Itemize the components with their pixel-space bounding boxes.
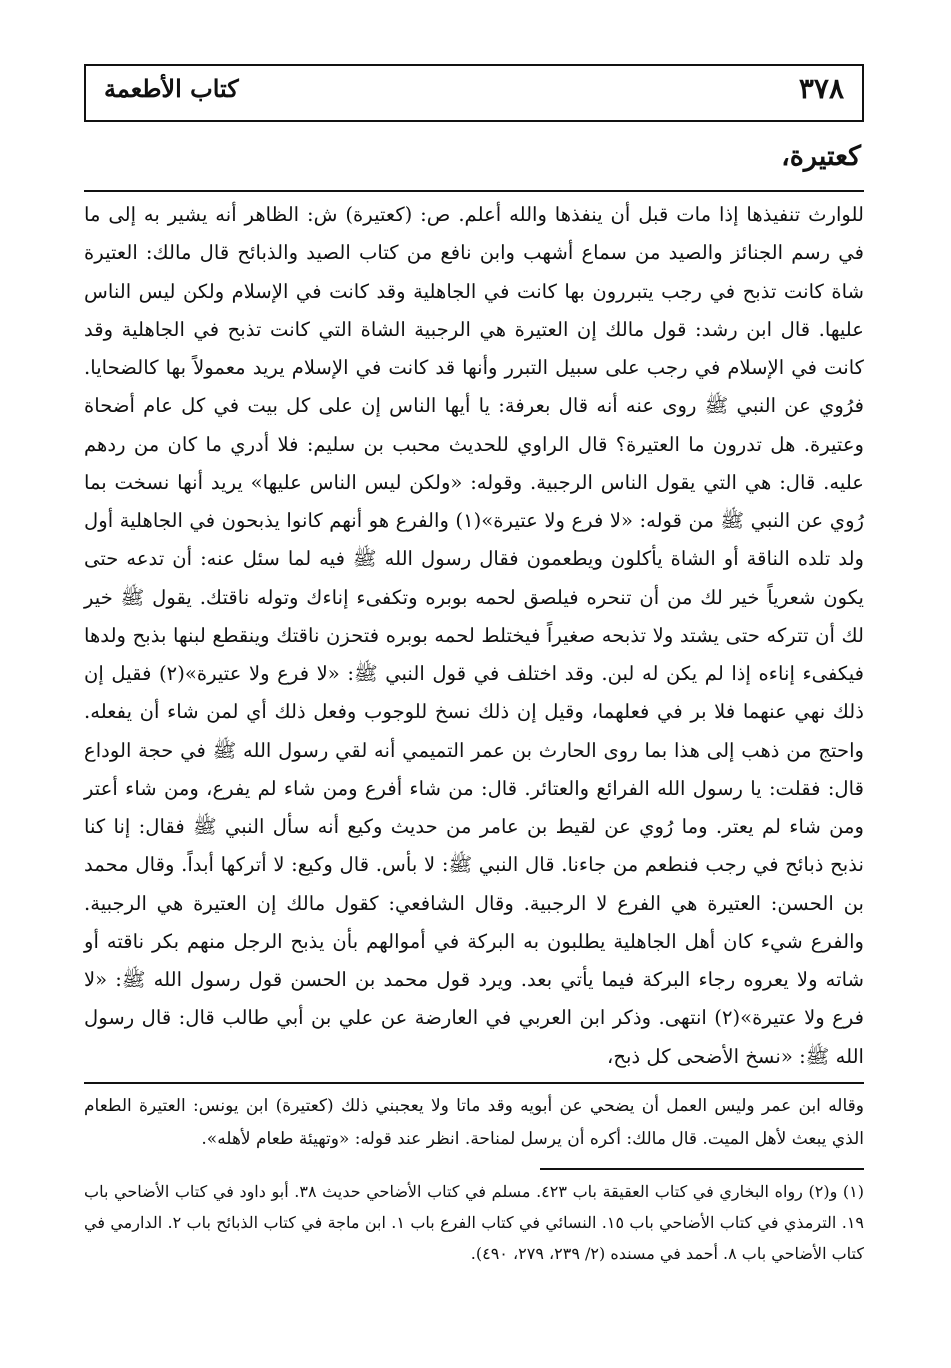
page-number: ٣٧٨ (798, 72, 844, 105)
annotation-divider (84, 1082, 864, 1084)
matn-divider (84, 190, 864, 192)
book-title: كتاب الأطعمة (104, 74, 239, 103)
annotation-text (84, 1090, 864, 1156)
footnote-paragraph: (١) و(٢) رواه البخاري في كتاب العقيقة باب ٤٢٣. مسلم في كتاب الأضاحي حديث ٣٨. أبو داود في كتاب الأضاحي باب ١٩. الترمذي في كتاب الأضاحي باب ١٥. النسائي في كتاب الفرع باب ١. ابن ماجة في كتاب الذبائح باب ٢. الدارمي في كتاب الأضاحي باب ٨. أحمد في مسنده (٢/ ٢٣٩، ٢٧٩، ٤٩٠). (84, 1182, 865, 1263)
page-header (84, 64, 864, 122)
commentary-text (84, 196, 864, 1076)
commentary-paragraph: للوارث تنفيذها إذا مات قبل أن ينفذها والله أعلم. ص: (كعتيرة) ش: الظاهر أنه يشير به إلى ما في رسم الجنائز والصيد من سماع أشهب وابن نافع من كتاب الصيد والذبائح قال مالك: العتيرة شاة كانت تذبح في رجب يتبررون بها كانت في الجاهلية وقد كانت في الإسلام ولكن ليس الناس عليها. قال ابن رشد: قول مالك إن العتيرة هي الرجبية الشاة التي كانت تذبح في الجاهلية وقد كانت في الإسلام في رجب على سبيل التبرر وأنها قد كانت في الإسلام يريد معمولاً بها كالضحايا. فرُوي عن النبي ﷺ روى عنه أنه قال بعرفة: يا أيها الناس إن على كل بيت في كل عام أضحاة وعتيرة. هل تدرون ما العتيرة؟ قال الراوي للحديث محبب بن سليم: فلا أدري ما كان من ردهم عليه. قال: هي التي يقول الناس الرجبية. وقوله: «ولكن ليس الناس عليها» يريد أنها نسخت بما رُوي عن النبي ﷺ من قوله: «لا فرع ولا عتيرة»(١) والفرع هو أنهم كانوا يذبحون في الجاهلية أول ولد تلده الناقة أو الشاة يأكلون ويطعمون فقال رسول الله ﷺ فيه لما سئل عنه: أن تدعه حتى يكون شعرياً خير لك من أن تنحره فيلصق لحمه بوبره وتكفىء إناءك وتوله ناقتك. يقول ﷺ خير لك أن تتركه حتى يشتد ولا تذبحه صغيراً فيختلط لحمه بوبره فتحزن ناقتك وينقطع لبنها بذبح ولدها فيكفىء إناءه إذا لم يكن له لبن. وقد اختلف في قول النبي ﷺ: «لا فرع ولا عتيرة»(٢) فقيل إن ذلك نهي عنهما فلا بر في فعلهما، وقيل إن ذلك نسخ للوجوب وفعل ذلك أي لمن شاء أن يفعله. واحتج من ذهب إلى هذا بما روى الحارث بن عمر التميمي أنه لقي رسول الله ﷺ في حجة الوداع قال: فقلت: يا رسول الله الفرائع والعتائر. قال: من شاء أفرع ومن شاء لم يفرع، ومن شاء أعتر ومن شاء لم يعتر. وما رُوي عن لقيط بن عامر من حديث وكيع أنه سأل النبي ﷺ فقال: إنا كنا نذبح ذبائح في رجب فنطعم من جاءنا. قال النبي ﷺ: لا بأس. قال وكيع: لا أتركها أبداً. وقال محمد بن الحسن: العتيرة هي الفرع لا الرجبية. وقال الشافعي: كقول مالك إن العتيرة هي الرجبية. والفرع شيء كان أهل الجاهلية يطلبون به البركة في أموالهم بأن يذبح الرجل منهم بكر ناقته أو شاته ولا يعروه رجاء البركة فيما يأتي بعد. ويرد قول محمد بن الحسن قول رسول الله ﷺ: «لا فرع ولا عتيرة»(٢) انتهى. وذكر ابن العربي في العارضة عن علي بن أبي طالب قال: قال رسول الله ﷺ: «نسخ الأضحى كل ذبح، (84, 203, 865, 1068)
footnote-divider (540, 1168, 864, 1170)
annotation-paragraph: وقاله ابن عمر وليس العمل أن يضحي عن أبويه وقد ماتا ولا يعجبني ذلك (كعتيرة) ابن يونس: العتيرة الطعام الذي يبعث لأهل الميت. قال مالك: أكره أن يرسل لمناحة. انظر عند قوله: «وتهيئة طعام لأهله». (84, 1096, 865, 1149)
matn-text: كعتيرة، (781, 141, 861, 172)
footnote-text (84, 1176, 864, 1269)
